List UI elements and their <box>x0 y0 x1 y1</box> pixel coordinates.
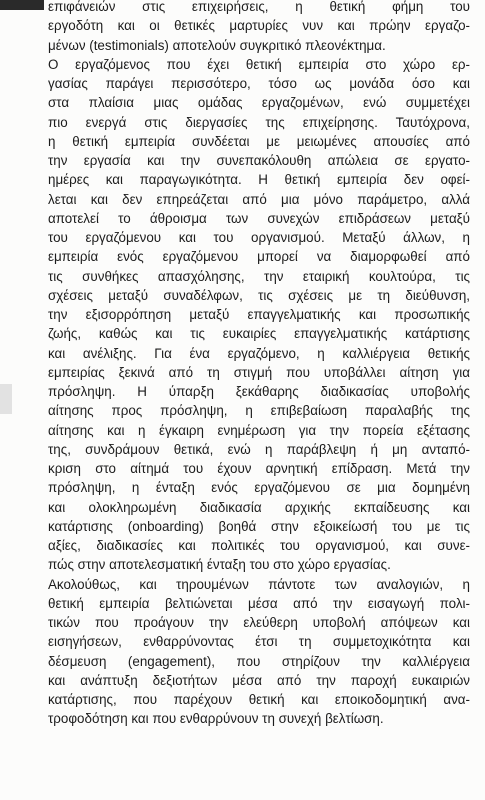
text-line: σχέσεις μεταξύ συναδέλφων, τις σχέσεις με τη διεύθυνση, <box>48 287 470 303</box>
text-line: η θετική εμπειρία συνδέεται με μειωμένες απουσίες από <box>48 133 470 149</box>
text-line: τικών που προάγουν την ελεύθερη υποβολή απόψεων και <box>48 615 470 630</box>
text-line: εμπειρίας ξεκινά από τη στιγμή που υποβάλλει αίτηση για <box>48 364 470 380</box>
text-line: ημέρες και παραγωγικότητα. Η θετική εμπειρία δεν οφεί- <box>48 172 470 188</box>
text-line: κριση στο αίτημά του έχουν αρνητική επίδραση. Μετά την <box>48 461 470 476</box>
text-line: του εργαζόμενου και του οργανισμού. Μεταξύ άλλων, η <box>48 230 470 245</box>
text-line: αίτησης προς πρόσληψη, η επιβεβαίωση παραλαβής της <box>48 403 470 419</box>
text-line: τις συνθήκες απασχόλησης, την εταιρική κουλτούρα, τις <box>48 268 470 284</box>
text-line: και ολοκληρωμένη διαδικασία αρχικής εκπαίδευσης και <box>48 499 470 515</box>
text-line: εργοδότη και οι θετικές μαρτυρίες νυν και πρώην εργαζο- <box>48 18 470 34</box>
scan-edge-mark <box>0 0 44 10</box>
text-line: και ανάπτυξη δεξιοτήτων μέσα από την παροχή ευκαιριών <box>48 672 470 688</box>
text-line: την εργασία και την συνεπακόλουθη απώλεια σε εργατο- <box>48 153 470 168</box>
text-line: επιφάνειών στις επιχειρήσεις, η θετική φήμη του <box>48 0 470 14</box>
text-line: τροφοδότηση και που ενθαρρύνουν τη συνεχή βελτίωση. <box>48 711 384 727</box>
text-line: ζωής, καθώς και τις ευκαιρίες επαγγελματικής κατάρτισης <box>48 326 470 342</box>
text-line: λεται και δεν επηρεάζεται από μια μόνο παράμετρο, αλλά <box>48 191 470 207</box>
text-line: αίτησης και η έγκαιρη ενημέρωση για την πορεία εξέτασης <box>48 422 470 438</box>
text-line: αποτελεί το άθροισμα των συνεχών επιδράσεων μεταξύ <box>48 210 470 226</box>
text-line: εισηγήσεων, ενθαρρύνοντας έτσι τη συμμετοχικότητα και <box>48 634 470 650</box>
scan-edge-mark <box>0 384 12 414</box>
text-line: πρόσληψη, η ένταξη ενός εργαζόμενου σε μια δομημένη <box>48 480 470 496</box>
article-text-column <box>48 0 470 729</box>
paragraph-3 <box>48 575 470 729</box>
paragraph-2 <box>48 55 470 575</box>
paragraph-1 <box>48 0 470 55</box>
text-line: της, συνδράμουν θετικά, ενώ η παράβλεψη ή μη ανταπό- <box>48 441 470 457</box>
text-line: την εξισορρόπηση μεταξύ επαγγελματικής και προσωπικής <box>48 307 470 322</box>
text-line: Ο εργαζόμενος που έχει θετική εμπειρία στο χώρο ερ- <box>48 56 470 72</box>
text-line: Ακολούθως, και τηρουμένων πάντοτε των αναλογιών, η <box>48 576 470 592</box>
text-line: γασίας παράγει περισσότερο, τόσο ως μονάδα όσο και <box>48 76 470 91</box>
text-line: μένων (testimonials) αποτελούν συγκριτικό πλεονέκτημα. <box>48 37 386 53</box>
text-line: και ανέλιξης. Για ένα εργαζόμενο, η καλλιέργεια θετικής <box>48 345 470 361</box>
text-line: πρόσληψη. Η ύπαρξη ξεκάθαρης διαδικασίας υποβολής <box>48 384 470 399</box>
text-line: εμπειρία ενός εργαζόμενου μπορεί να διαμορφωθεί από <box>48 249 470 265</box>
text-line: κατάρτισης (onboarding) βοηθά στην εξοικείωσή του με τις <box>48 518 470 534</box>
text-line: πώς στην αποτελεσματική ένταξη του στο χώρο εργασίας. <box>48 557 391 573</box>
text-line: πιο ενεργά στις διεργασίες της επιχείρησης. Ταυτόχρονα, <box>48 114 470 130</box>
text-line: θετική εμπειρία βελτιώνεται μέσα από την εισαγωγή πολι- <box>48 595 470 611</box>
text-line: στα πλαίσια μιας ομάδας εργαζομένων, ενώ συμμετέχει <box>48 95 470 111</box>
text-line: δέσμευση (engagement), που στηρίζουν την καλλιέργεια <box>48 653 470 669</box>
text-line: κατάρτισης, που παρέχουν θετική και εποικοδομητική ανα- <box>48 692 470 707</box>
text-line: αξίες, διαδικασίες και πολιτικές του οργανισμού, και συνε- <box>48 538 470 553</box>
